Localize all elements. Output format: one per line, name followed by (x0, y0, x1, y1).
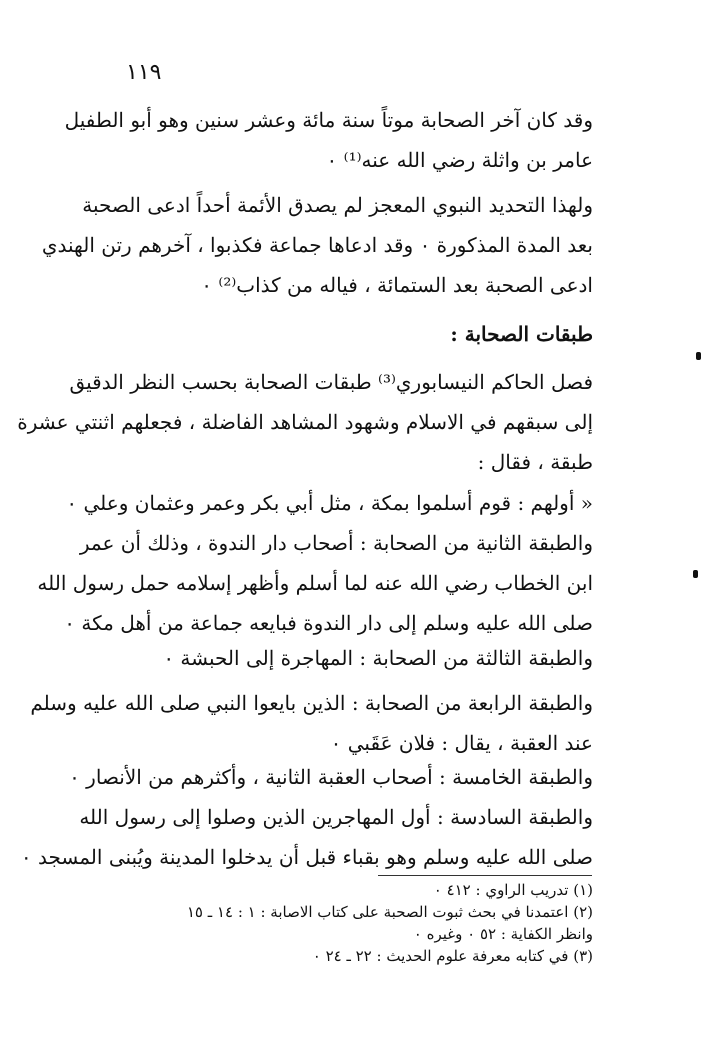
paragraph-prophetic-limit (41, 185, 593, 305)
text-line: بعد المدة المذكورة ٠ وقد ادعاها جماعة فكذبوا ، آخرهم رتن الهندي (41, 233, 593, 257)
text-line: ابن الخطاب رضي الله عنه لما أسلم وأظهر إسلامه حمل رسول الله (37, 571, 593, 595)
paragraph-fifth-sixth-classes (20, 757, 593, 877)
text-line: والطبقة الخامسة : أصحاب العقبة الثانية ، وأكثرهم من الأنصار ٠ (69, 765, 593, 789)
paragraph-third-class (104, 638, 593, 678)
scan-edge-mark (693, 570, 698, 578)
footnotes (104, 879, 593, 967)
footnote-line: وانظر الكفاية : ٥٢ ٠ وغيره ٠ (413, 925, 593, 943)
text-line: والطبقة الثانية من الصحابة : أصحاب دار الندوة ، وذلك أن عمر (79, 531, 593, 555)
text-line: ولهذا التحديد النبوي المعجز لم يصدق الأئمة أحداً ادعى الصحبة (82, 193, 593, 217)
page-number: ١١٩ (126, 60, 162, 85)
paragraph-hakim-classification (17, 362, 593, 482)
text-line: طبقة ، فقال : (477, 450, 593, 474)
text-line: ادعى الصحبة بعد الستمائة ، فياله من كذاب⁽²⁾ ٠ (201, 273, 593, 297)
text-line: والطبقة السادسة : أول المهاجرين الذين وصلوا إلى رسول الله (79, 805, 593, 829)
footnote-line: (١) تدريب الراوي : ٤١٢ ٠ (433, 881, 593, 899)
text-line: « أولهم : قوم أسلموا بمكة ، مثل أبي بكر وعمر وعثمان وعلي ٠ (66, 491, 593, 515)
text-line: عند العقبة ، يقال : فلان عَقَبي ٠ (330, 731, 593, 755)
footnote-line: (٢) اعتمدنا في بحث ثبوت الصحبة على كتاب الاصابة : ١ : ١٤ ـ ١٥ (186, 903, 593, 921)
text-line: وقد كان آخر الصحابة موتاً سنة مائة وعشر سنين وهو أبو الطفيل (64, 108, 593, 132)
paragraph-fourth-class (30, 683, 593, 763)
text-line: والطبقة الثالثة من الصحابة : المهاجرة إلى الحبشة ٠ (163, 646, 593, 670)
text-line: والطبقة الرابعة من الصحابة : الذين بايعوا النبي صلى الله عليه وسلم (30, 691, 593, 715)
footnote-divider (378, 875, 592, 876)
text-line: صلى الله عليه وسلم إلى دار الندوة فبايعه جماعة من أهل مكة ٠ (64, 611, 593, 635)
text-line: صلى الله عليه وسلم وهو بقباء قبل أن يدخلوا المدينة ويُبنى المسجد ٠ (20, 845, 593, 869)
paragraph-first-second-classes (37, 483, 593, 643)
text-line: عامر بن واثلة رضي الله عنه⁽¹⁾ ٠ (326, 148, 593, 172)
footnote-line: (٣) في كتابه معرفة علوم الحديث : ٢٢ ـ ٢٤ ٠ (312, 947, 593, 965)
paragraph-last-companion (64, 100, 593, 180)
text-line: فصل الحاكم النيسابوري⁽³⁾ طبقات الصحابة بحسب النظر الدقيق (69, 370, 593, 394)
scan-edge-mark (696, 352, 701, 360)
text-line: إلى سبقهم في الاسلام وشهود المشاهد الفاضلة ، فجعلهم اثنتي عشرة (17, 410, 593, 434)
section-heading: طبقات الصحابة : (450, 322, 593, 346)
